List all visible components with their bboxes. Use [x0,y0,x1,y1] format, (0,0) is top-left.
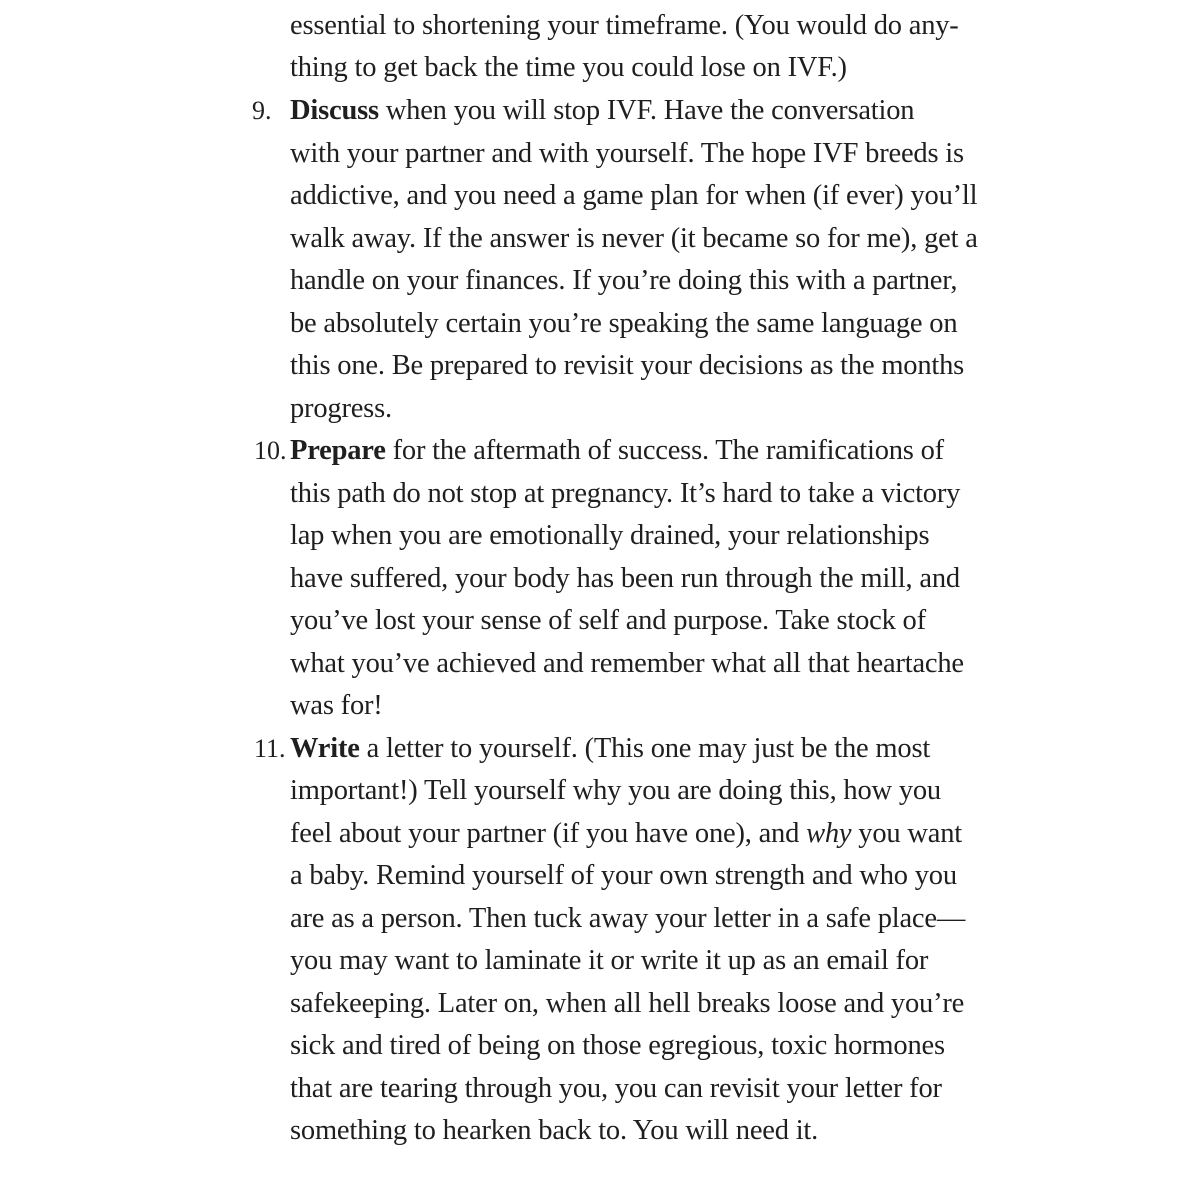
text-line: sick and tired of being on those egregious, toxic hormones [290,1030,945,1061]
emphasis-text: why [806,818,852,849]
text-line: thing to get back the time you could lose on IVF.) [290,52,847,83]
text-line: walk away. If the answer is never (it became so for me), get a [290,223,978,254]
text-line: be absolutely certain you’re speaking the same language on [290,308,958,339]
text-line: progress. [290,393,392,424]
text-line: was for! [290,690,383,721]
text-line: have suffered, your body has been run through the mill, and [290,563,960,594]
text-span: feel about your partner (if you have one), and [290,818,807,849]
text-line: that are tearing through you, you can revisit your letter for [290,1073,942,1104]
text-line: essential to shortening your timeframe. (You would do any- [290,10,959,41]
text-span: you want [851,818,962,849]
text-span: when you will stop IVF. Have the conversation [378,95,915,126]
text-line: important!) Tell yourself why you are doing this, how you [290,775,941,806]
item-keyword: Discuss [290,95,379,126]
text-line: lap when you are emotionally drained, your relationships [290,520,930,551]
list-item-first-line [290,430,944,472]
text-line: are as a person. Then tuck away your letter in a safe place— [290,903,966,934]
text-span: for the aftermath of success. The ramifications of [385,435,944,466]
text-line: with your partner and with yourself. The hope IVF breeds is [290,138,964,169]
text-line: handle on your finances. If you’re doing this with a partner, [290,265,958,296]
text-line: a baby. Remind yourself of your own strength and who you [290,860,957,891]
list-number: 9. [252,96,272,125]
text-line: this one. Be prepared to revisit your decisions as the months [290,350,965,381]
list-item-first-line [290,90,914,132]
text-line [290,813,962,855]
text-line: this path do not stop at pregnancy. It’s hard to take a victory [290,478,961,509]
text-span: a letter to yourself. (This one may just be the most [359,733,931,764]
text-line: you may want to laminate it or write it up as an email for [290,945,929,976]
text-line: something to hearken back to. You will need it. [290,1115,819,1146]
item-keyword: Prepare [290,435,386,466]
text-line: what you’ve achieved and remember what all that heartache [290,648,964,679]
item-keyword: Write [290,733,360,764]
text-line: safekeeping. Later on, when all hell breaks loose and you’re [290,988,965,1019]
list-number: 10. [254,436,287,465]
list-item-first-line [290,728,930,770]
text-line: you’ve lost your sense of self and purpose. Take stock of [290,605,926,636]
list-number: 11. [254,734,286,763]
text-line: addictive, and you need a game plan for when (if ever) you’ll [290,180,978,211]
